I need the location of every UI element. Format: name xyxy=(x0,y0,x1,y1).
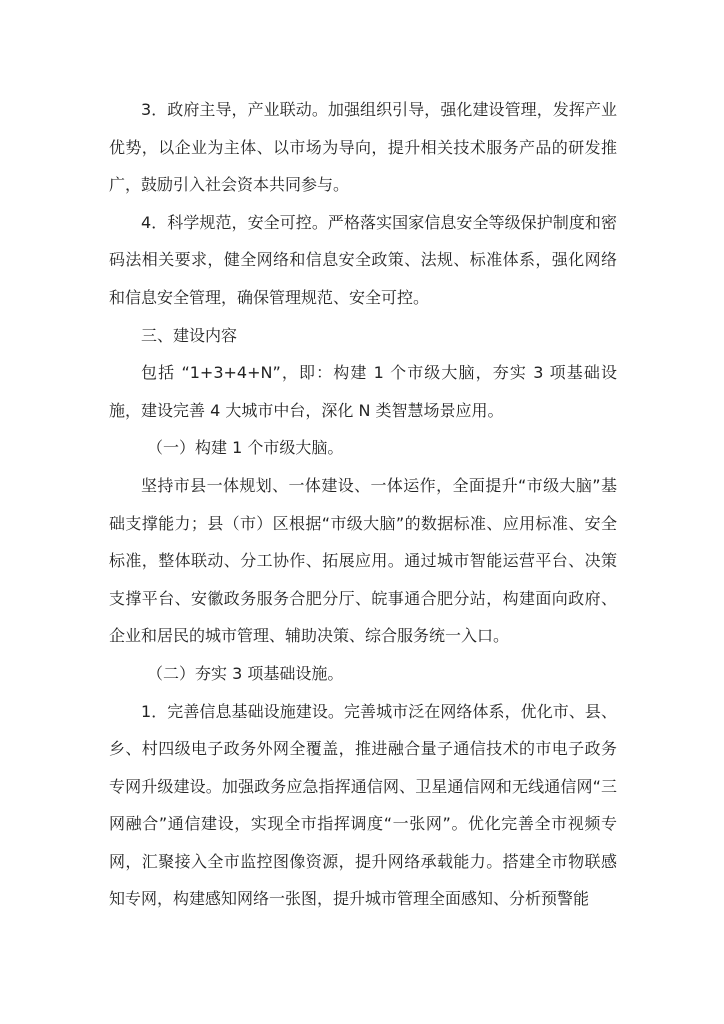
paragraph-principle-4: 4．科学规范，安全可控。严格落实国家信息安全等级保护制度和密码法相关要求，健全网络和信息安全政策、法规、标准体系，强化网络和信息安全管理，确保管理规范、安全可控。 xyxy=(109,212,617,307)
paragraph-city-brain: 坚持市县一体规划、一体建设、一体运作，全面提升“市级大脑”基础支撑能力；县（市）区根据“市级大脑”的数据标准、应用标准、安全标准，整体联动、分工协作、拓展应用。通过城市智能运营平台、决策支撑平台、安徽政务服务合肥分厅、皖事通合肥分站，构建面向政府、企业和居民的城市管理、辅助决策、综合服务统一入口。 xyxy=(109,475,617,646)
section-heading-construction-content: 三、建设内容 xyxy=(141,325,238,345)
paragraph-principle-3: 3．政府主导，产业联动。加强组织引导，强化建设管理，发挥产业优势，以企业为主体、以市场为导向，提升相关技术服务产品的研发推广，鼓励引入社会资本共同参与。 xyxy=(109,100,617,195)
subsection-heading-city-brain: （一）构建 1 个市级大脑。 xyxy=(147,438,344,458)
paragraph-info-infrastructure: 1．完善信息基础设施建设。完善城市泛在网络体系，优化市、县、乡、村四级电子政务外网全覆盖，推进融合量子通信技术的市电子政务专网升级建设。加强政务应急指挥通信网、卫星通信网和无线通信网“三网融合”通信建设，实现全市指挥调度“一张网”。优化完善全市视频专网，汇聚接入全市监控图像资源，提升网络承载能力。搭建全市物联感知专网，构建感知网络一张图，提升城市管理全面感知、分析预警能 xyxy=(109,701,617,909)
subsection-heading-infrastructure: （二）夯实 3 项基础设施。 xyxy=(147,663,344,683)
document-body xyxy=(109,91,617,918)
paragraph-overview: 包括 “1+3+4+N”，即：构建 1 个市级大脑，夯实 3 项基础设施，建设完善 4 大城市中台，深化 N 类智慧场景应用。 xyxy=(109,363,617,420)
